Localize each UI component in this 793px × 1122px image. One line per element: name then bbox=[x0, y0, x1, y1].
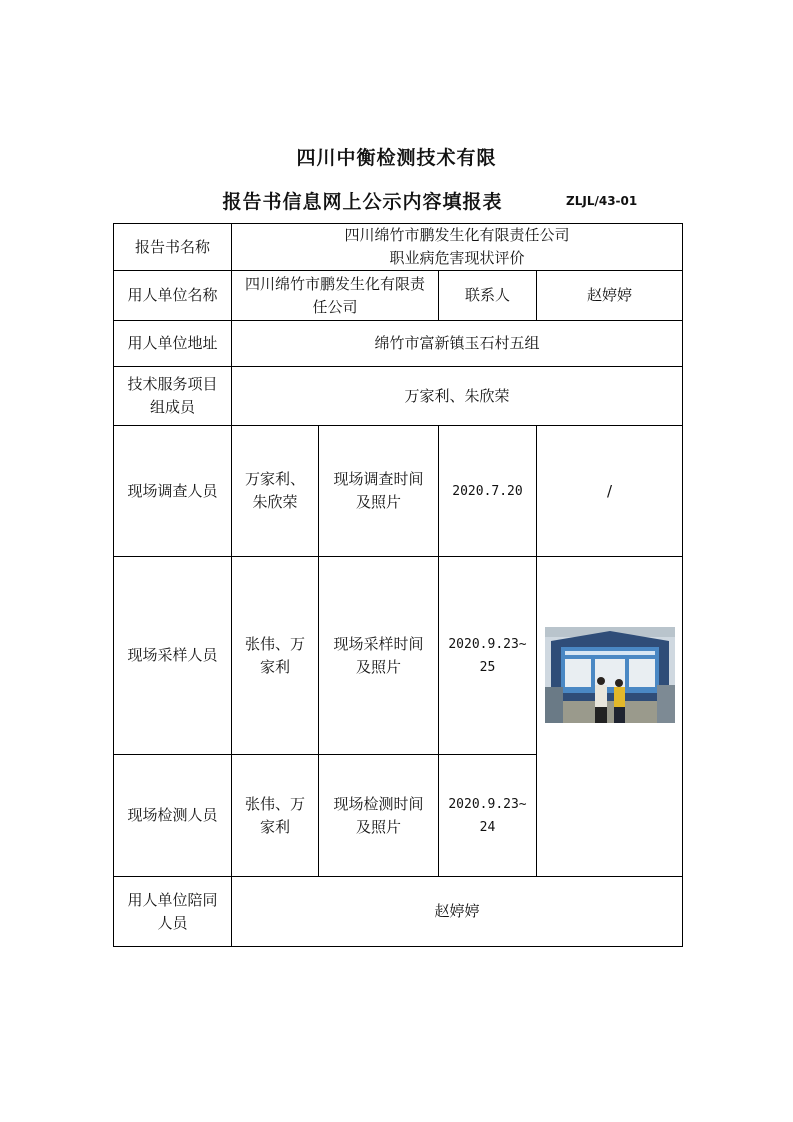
team-value: 万家利、朱欣荣 bbox=[232, 367, 683, 426]
form-code: ZLJL/43-01 bbox=[566, 194, 638, 208]
row-sampling bbox=[114, 557, 683, 755]
testing-date bbox=[439, 755, 537, 877]
site-photo-cell bbox=[537, 557, 683, 877]
report-name-value bbox=[232, 224, 683, 271]
escort-label-line2: 人员 bbox=[157, 913, 188, 932]
row-employer bbox=[114, 271, 683, 321]
sampling-date-line2: 25 bbox=[479, 659, 496, 675]
team-label-line2: 组成员 bbox=[149, 398, 195, 416]
testing-time-label bbox=[319, 755, 439, 877]
sampling-date-line1: 2020.9.23~ bbox=[448, 636, 527, 652]
contact-label: 联系人 bbox=[439, 271, 537, 321]
survey-people bbox=[232, 426, 319, 557]
survey-date: 2020.7.20 bbox=[439, 426, 537, 557]
sampling-time-label-line1: 现场采样时间 bbox=[333, 634, 424, 653]
sampling-time-label bbox=[319, 557, 439, 755]
testing-time-label-line2: 及照片 bbox=[355, 817, 401, 836]
testing-people-line1: 张伟、万 bbox=[244, 794, 305, 813]
address-value: 绵竹市富新镇玉石村五组 bbox=[232, 321, 683, 367]
escort-label-line1: 用人单位陪同 bbox=[127, 890, 218, 909]
team-label-line1: 技术服务项目 bbox=[127, 375, 218, 393]
row-survey bbox=[114, 426, 683, 557]
sampling-people-line1: 张伟、万 bbox=[244, 634, 305, 653]
info-table bbox=[113, 223, 683, 947]
form-title: 报告书信息网上公示内容填报表 bbox=[222, 191, 503, 213]
testing-people-line2: 家利 bbox=[259, 817, 290, 836]
site-photo bbox=[545, 627, 675, 723]
team-label bbox=[114, 367, 232, 426]
sampling-people bbox=[232, 557, 319, 755]
address-label: 用人单位地址 bbox=[114, 321, 232, 367]
testing-date-line2: 24 bbox=[479, 819, 496, 835]
survey-photo: / bbox=[537, 426, 683, 557]
testing-people bbox=[232, 755, 319, 877]
sampling-people-line2: 家利 bbox=[259, 657, 290, 676]
sampling-date bbox=[439, 557, 537, 755]
sampling-label: 现场采样人员 bbox=[114, 557, 232, 755]
survey-people-line1: 万家利、 bbox=[244, 470, 305, 488]
escort-label bbox=[114, 877, 232, 947]
employer-line1: 四川绵竹市鹏发生化有限责 bbox=[244, 274, 425, 293]
contact-value: 赵婷婷 bbox=[537, 271, 683, 321]
report-name-line2: 职业病危害现状评价 bbox=[389, 249, 525, 267]
report-name-label: 报告书名称 bbox=[114, 224, 232, 271]
row-address bbox=[114, 321, 683, 367]
testing-label: 现场检测人员 bbox=[114, 755, 232, 877]
report-name-line1: 四川绵竹市鹏发生化有限责任公司 bbox=[344, 226, 570, 244]
row-team bbox=[114, 367, 683, 426]
escort-value: 赵婷婷 bbox=[232, 877, 683, 947]
survey-time-label-line1: 现场调查时间 bbox=[333, 470, 424, 488]
employer-line2: 任公司 bbox=[312, 297, 358, 316]
testing-time-label-line1: 现场检测时间 bbox=[333, 794, 424, 813]
row-escort bbox=[114, 877, 683, 947]
survey-people-line2: 朱欣荣 bbox=[252, 493, 298, 511]
survey-label: 现场调查人员 bbox=[114, 426, 232, 557]
testing-date-line1: 2020.9.23~ bbox=[448, 796, 527, 812]
sampling-time-label-line2: 及照片 bbox=[355, 657, 401, 676]
company-title: 四川中衡检测技术有限 bbox=[296, 147, 497, 169]
employer-value bbox=[232, 271, 439, 321]
row-report-name bbox=[114, 224, 683, 271]
survey-time-label-line2: 及照片 bbox=[355, 493, 401, 511]
employer-label: 用人单位名称 bbox=[114, 271, 232, 321]
survey-time-label bbox=[319, 426, 439, 557]
